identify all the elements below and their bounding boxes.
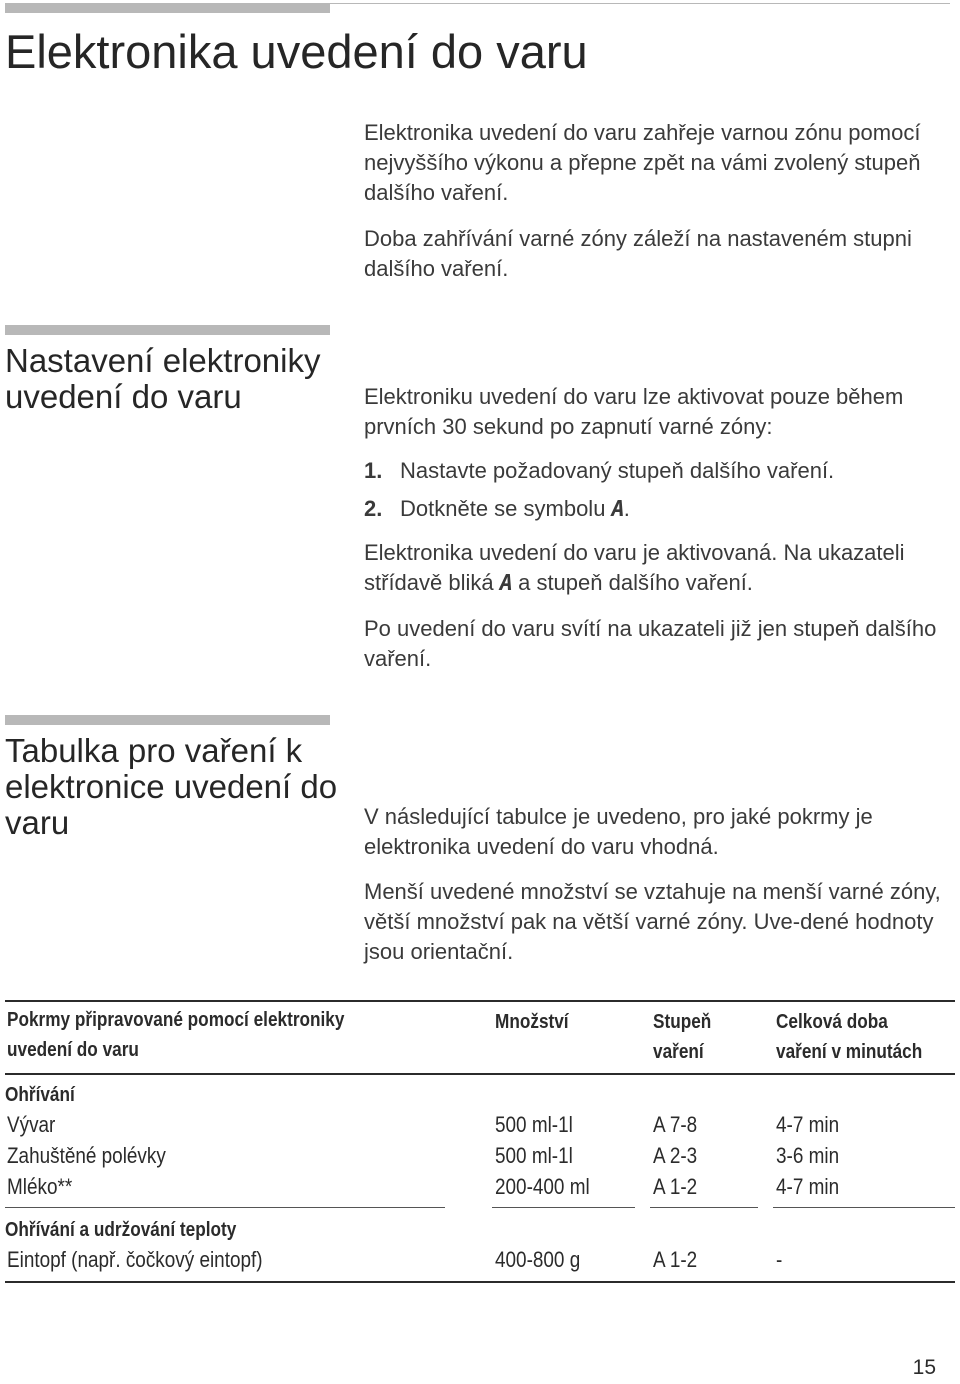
group-divider [492,1207,635,1208]
cell-time: - [776,1247,783,1272]
header-food-line2: uvedení do varu [7,1039,139,1061]
header-bottom-rule [5,1073,955,1075]
cell-food: Eintopf (např. čočkový eintopf) [7,1247,263,1272]
header-food-line1: Pokrmy připravované pomocí elektroniky [7,1009,345,1031]
page-number: 15 [912,1356,936,1379]
step-text: Nastavte požadovaný stupeň dalšího vaření. [400,458,835,483]
cell-level: A 2-3 [653,1143,698,1168]
section-title-table: Tabulka pro vaření k elektronice uvedení do varu [5,732,338,841]
result-text-end: a stupeň dalšího vaření. [511,570,753,595]
group-divider [773,1207,955,1208]
boost-symbol-icon: A [499,571,512,596]
page-title: Elektronika uvedení do varu [5,25,588,78]
cell-amount: 500 ml-1l [495,1143,573,1168]
cell-level: A 1-2 [653,1247,698,1272]
intro-paragraph: Doba zahřívání varné zóny záleží na nastaveném stupni dalšího vaření. [364,226,912,281]
section-bar [5,325,330,335]
table-intro-2: Menší uvedené množství se vztahuje na menší varné zóny, větší množství pak na větší varné zóny. Uve-dené hodnoty jsou orientační. [364,879,941,964]
group-divider [650,1207,758,1208]
intro-text [364,118,954,284]
table-intro-1: V následující tabulce je uvedeno, pro jaké pokrmy je elektronika uvedení do varu vhodná. [364,804,873,859]
table-top-rule [5,1000,955,1002]
cell-amount: 400-800 g [495,1247,581,1272]
cell-time: 4-7 min [776,1174,840,1199]
cell-food: Zahuštěné polévky [7,1143,166,1168]
header-level-line1: Stupeň [653,1011,712,1033]
setup-lead: Elektroniku uvedení do varu lze aktivovat pouze během prvních 30 sekund po zapnutí varné zóny: [364,384,904,439]
boost-symbol-icon: A [611,497,624,522]
top-rule [330,3,950,4]
cell-time: 3-6 min [776,1143,840,1168]
cell-food: Mléko** [7,1174,73,1199]
header-amount: Množství [495,1011,569,1033]
header-level-line2: vaření [653,1041,704,1063]
cell-time: 4-7 min [776,1112,840,1137]
setup-result [364,538,954,599]
cell-level: A 1-2 [653,1174,698,1199]
step-number: 1. [364,458,383,483]
cell-food: Vývar [7,1112,56,1137]
result-text: Elektronika uvedení do varu je aktivovaná. Na ukazateli střídavě bliká [364,540,905,595]
setup-after: Po uvedení do varu svítí na ukazateli již jen stupeň dalšího vaření. [364,616,937,671]
step-1 [364,456,834,486]
section-bar [5,715,330,725]
step-number: 2. [364,496,383,521]
cell-amount: 200-400 ml [495,1174,590,1199]
step-2 [364,494,630,525]
header-time-line2: vaření v minutách [776,1041,923,1063]
header-time-line1: Celková doba [776,1011,888,1033]
section-title-setup: Nastavení elektroniky uvedení do varu [5,342,321,415]
cell-amount: 500 ml-1l [495,1112,573,1137]
section-bar [5,3,330,13]
group-title: Ohřívání [5,1084,75,1106]
group-divider [5,1207,445,1208]
intro-paragraph: Elektronika uvedení do varu zahřeje varnou zónu pomocí nejvyššího výkonu a přepne zpět na vámi zvolený stupeň dalšího vaření. [364,120,921,205]
step-text-end: . [623,496,630,521]
cell-level: A 7-8 [653,1112,698,1137]
step-text: Dotkněte se symbolu [400,496,612,521]
table-bottom-rule [5,1281,955,1283]
group-title: Ohřívání a udržování teploty [5,1219,237,1241]
